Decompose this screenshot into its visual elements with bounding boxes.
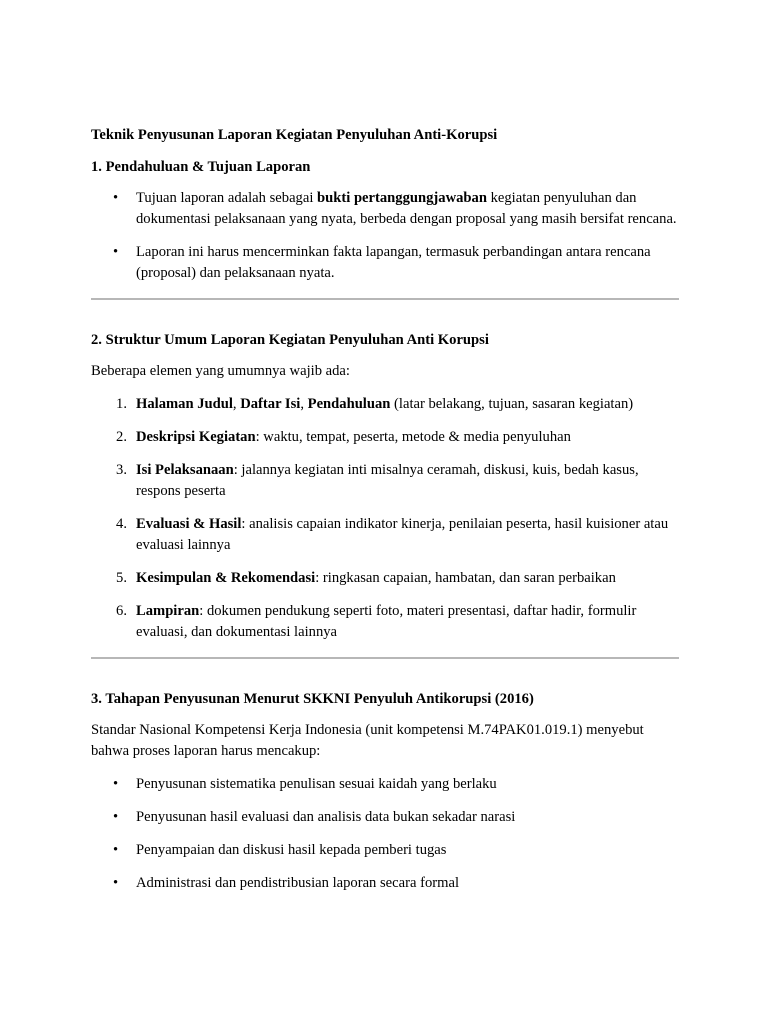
- item-text: Administrasi dan pendistribusian laporan secara formal: [136, 875, 459, 891]
- list-item: [91, 873, 679, 894]
- item-text-rest: : analisis capaian indikator kinerja, penilaian peserta, hasil kuisioner atau evaluasi lainnya: [136, 516, 669, 553]
- item-text-rest: : ringkasan capaian, hambatan, dan saran perbaikan: [315, 570, 616, 586]
- bullet-marker: •: [113, 809, 119, 825]
- item-separator: ,: [232, 396, 241, 412]
- item-separator: ,: [300, 396, 308, 412]
- bullet-marker: •: [113, 776, 119, 792]
- document-body: [91, 125, 679, 906]
- item-text-bold: bukti pertanggungjawaban: [317, 190, 487, 206]
- item-text: Penyampaian dan diskusi hasil kepada pemberi tugas: [136, 842, 447, 858]
- item-text-rest: : dokumen pendukung seperti foto, materi presentasi, daftar hadir, formulir evaluasi, dan dokumentasi lainnya: [136, 603, 637, 640]
- list-item: [91, 601, 679, 643]
- item-text-rest: (latar belakang, tujuan, sasaran kegiatan): [390, 396, 634, 412]
- item-number: 3.: [116, 462, 127, 478]
- item-bold-1: Halaman Judul: [136, 396, 233, 412]
- item-text-rest: : waktu, tempat, peserta, metode & media penyuluhan: [255, 429, 571, 445]
- item-number: 4.: [116, 516, 127, 532]
- item-number: 1.: [116, 396, 127, 412]
- document-title: Teknik Penyusunan Laporan Kegiatan Penyuluhan Anti-Korupsi: [91, 127, 498, 143]
- section-3-heading: 3. Tahapan Penyusunan Menurut SKKNI Penyuluh Antikorupsi (2016): [91, 691, 534, 707]
- item-number: 5.: [116, 570, 127, 586]
- section-2-list: [91, 394, 679, 643]
- section-2-intro: Beberapa elemen yang umumnya wajib ada:: [91, 363, 350, 379]
- item-text: Laporan ini harus mencerminkan fakta lapangan, termasuk perbandingan antara rencana (proposal) dan pelaksanaan nyata.: [136, 244, 651, 281]
- item-text: Penyusunan hasil evaluasi dan analisis data bukan sekadar narasi: [136, 809, 516, 825]
- list-item: [91, 807, 679, 828]
- item-text-rest: : jalannya kegiatan inti misalnya ceramah, diskusi, kuis, bedah kasus, respons peserta: [136, 462, 639, 499]
- section-1-heading: 1. Pendahuluan & Tujuan Laporan: [91, 159, 311, 175]
- item-bold: Kesimpulan & Rekomendasi: [136, 570, 316, 586]
- item-number: 2.: [116, 429, 127, 445]
- list-item: [91, 840, 679, 861]
- list-item: [91, 514, 679, 556]
- list-item: [91, 460, 679, 502]
- item-text-pre: Tujuan laporan adalah sebagai: [136, 190, 318, 206]
- item-number: 6.: [116, 603, 127, 619]
- item-text: Penyusunan sistematika penulisan sesuai kaidah yang berlaku: [136, 776, 497, 792]
- list-item: [91, 427, 679, 448]
- item-bold: Evaluasi & Hasil: [136, 516, 242, 532]
- list-item: [91, 188, 679, 230]
- section-1-list: [91, 188, 679, 284]
- item-bold-2: Daftar Isi: [240, 396, 301, 412]
- bullet-marker: •: [113, 244, 119, 260]
- bullet-marker: •: [113, 842, 119, 858]
- bullet-marker: •: [113, 190, 119, 206]
- item-text-post: kegiatan penyuluhan dan dokumentasi pelaksanaan yang nyata, berbeda dengan proposal yang masih bersifat rencana.: [136, 190, 677, 227]
- item-bold: Lampiran: [136, 603, 200, 619]
- section-3-list: [91, 774, 679, 894]
- list-item: [91, 568, 679, 589]
- list-item: [91, 394, 679, 415]
- bullet-marker: •: [113, 875, 119, 891]
- section-3-intro: Standar Nasional Kompetensi Kerja Indonesia (unit kompetensi M.74PAK01.019.1) menyebut bahwa proses laporan harus mencakup:: [91, 722, 644, 759]
- section-2-heading: 2. Struktur Umum Laporan Kegiatan Penyuluhan Anti Korupsi: [91, 332, 489, 348]
- list-item: [91, 242, 679, 284]
- list-item: [91, 774, 679, 795]
- item-bold: Isi Pelaksanaan: [136, 462, 234, 478]
- item-bold: Deskripsi Kegiatan: [136, 429, 256, 445]
- item-bold-3: Pendahuluan: [307, 396, 391, 412]
